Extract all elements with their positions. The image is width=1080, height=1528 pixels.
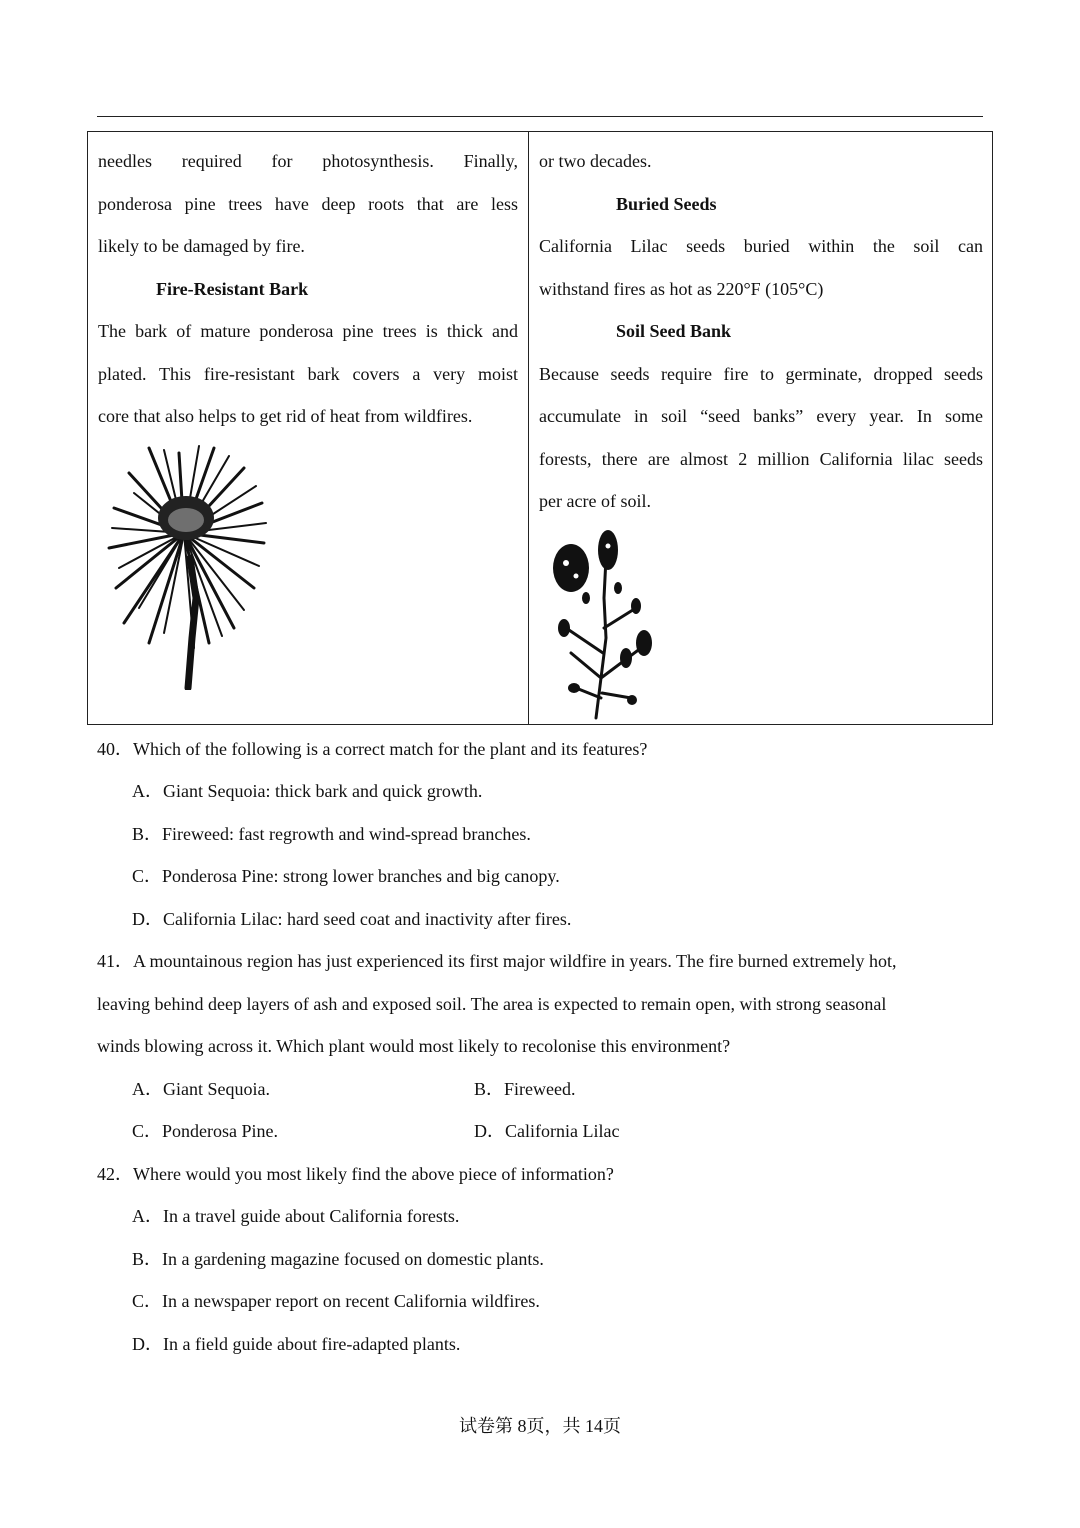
question-42-option-d: D．In a field guide about fire-adapted plants. [132,1334,461,1354]
passage-text-line: forests, there are almost 2 million California lilac seeds [539,448,983,469]
question-42-option-b: B．In a gardening magazine focused on domestic plants. [132,1249,544,1269]
passage-text-line: California Lilac seeds buried within the soil can [539,236,983,256]
header-rule [97,116,983,117]
question-41-stem: 41．A mountainous region has just experienced its first major wildfire in years. The fire burned extremely hot, [97,951,897,971]
passage-text-line: The bark of mature ponderosa pine trees is thick and [98,321,518,341]
passage-text-line: Because seeds require fire to germinate, dropped seeds [539,363,983,384]
question-40-stem: 40．Which of the following is a correct match for the plant and its features? [97,739,648,759]
section-heading-fire-resistant-bark: Fire-Resistant Bark [156,278,309,299]
passage-text-line: withstand fires as hot as 220°F (105°C) [539,278,824,299]
question-42-option-a: A．In a travel guide about California forests. [132,1206,460,1226]
passage-text-line: likely to be damaged by fire. [98,236,305,256]
passage-left-column [98,143,518,441]
question-41-option-b: B．Fireweed. [474,1079,576,1099]
question-41-stem: winds blowing across it. Which plant would most likely to recolonise this environment? [97,1036,731,1056]
passage-text-line: per acre of soil. [539,491,651,511]
passage-text-line: or two decades. [539,151,652,171]
page-footer: 试卷第 8页，共 14页 [459,1416,621,1436]
question-40-option-c: C．Ponderosa Pine: strong lower branches and big canopy. [132,866,560,886]
question-41-stem: leaving behind deep layers of ash and exposed soil. The area is expected to remain open, with strong seasonal [97,994,887,1014]
pine-tree-illustration [104,438,269,690]
column-divider [528,132,529,724]
section-heading-soil-seed-bank: Soil Seed Bank [616,321,732,341]
question-40-option-a: A．Giant Sequoia: thick bark and quick growth. [132,781,483,801]
passage-text-line: accumulate in soil “seed banks” every year. In some [539,406,983,426]
question-40-option-d: D．California Lilac: hard seed coat and inactivity after fires. [132,909,572,929]
question-40-option-b: B．Fireweed: fast regrowth and wind-spread branches. [132,824,531,844]
passage-table [87,131,993,725]
passage-text-line: core that also helps to get rid of heat from wildfires. [98,406,473,426]
question-41-option-a: A．Giant Sequoia. [132,1079,270,1099]
passage-text-line: needles required for photosynthesis. Finally, [98,151,518,171]
passage-text-line: plated. This fire-resistant bark covers a very moist [98,363,518,384]
question-42-option-c: C．In a newspaper report on recent California wildfires. [132,1291,540,1311]
question-42-stem: 42．Where would you most likely find the above piece of information? [97,1164,614,1184]
section-heading-buried-seeds: Buried Seeds [616,193,717,214]
question-41-option-c: C．Ponderosa Pine. [132,1121,278,1141]
question-41-option-d: D．California Lilac [474,1121,620,1141]
passage-text-line: ponderosa pine trees have deep roots that are less [98,193,518,214]
passage-right-column [539,143,983,526]
lilac-illustration [546,528,662,720]
